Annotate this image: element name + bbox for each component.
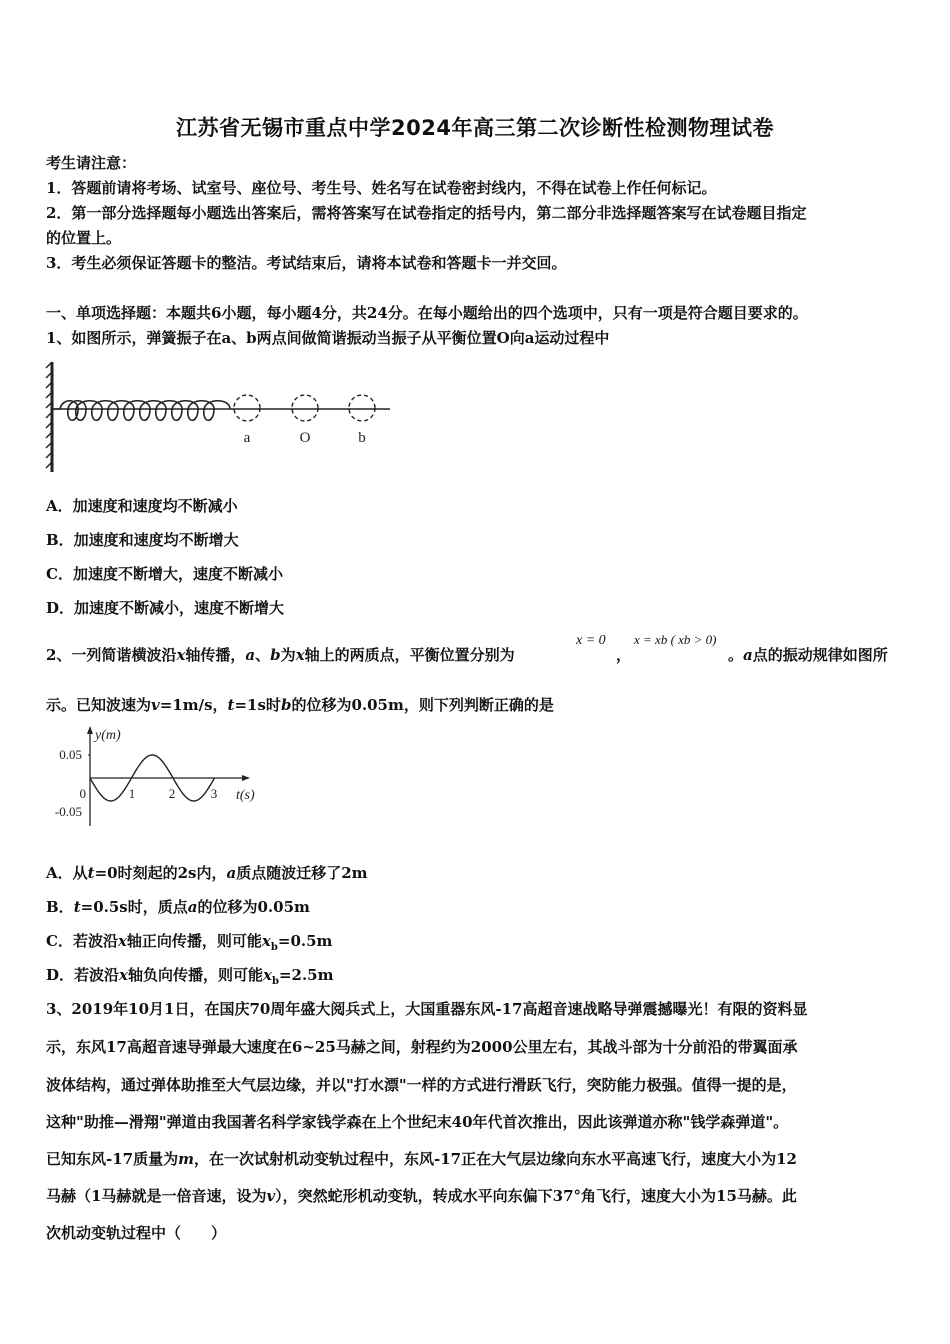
label-a: a [243, 430, 251, 446]
notice-heading: 考生请注意： [46, 154, 137, 172]
y-tick-label: -0.05 [54, 804, 82, 819]
text: A．从 [46, 864, 88, 882]
question-3-line: 这种"助推—滑翔"弹道由我国著名科学家钱学森在上个世纪末40年代首次推出，因此该弹道亦称"钱学森弹道"。 [46, 1113, 789, 1131]
text: 马赫（1马赫就是一倍音速，设为 [46, 1187, 267, 1205]
notice-item: 3．考生必须保证答题卡的整洁。考试结束后，请将本试卷和答题卡一并交回。 [46, 254, 567, 272]
y-axis-arrow [87, 726, 93, 734]
var-a: a [245, 646, 256, 664]
text: =0时刻起的2s内， [94, 864, 227, 882]
text: ，在一次试射机动变轨过程中，东风-17正在大气层边缘向东水平高速飞行，速度大小为12 [193, 1150, 797, 1168]
q1-option-d: D．加速度不断减小，速度不断增大 [46, 599, 285, 617]
text: 轴上的两质点，平衡位置分别为 [304, 646, 515, 664]
x-axis-arrow [242, 775, 250, 781]
question-2-stem [46, 644, 515, 665]
spring-oscillator-figure [40, 358, 400, 478]
position-marker-o [292, 395, 318, 421]
comma: ， [616, 646, 632, 664]
var-b: b [280, 696, 292, 714]
vibration-graph [40, 722, 270, 832]
text: 已知东风-17质量为 [46, 1150, 179, 1168]
text: =1s时 [234, 696, 281, 714]
x-tick-label: 2 [168, 786, 176, 801]
text: C．若波沿 [46, 932, 118, 950]
text: 的位移为0.05m，则下列判断正确的是 [291, 696, 554, 714]
text: B． [46, 898, 74, 916]
text: 示。已知波速为 [46, 696, 152, 714]
text: 2、一列简谐横波沿 [46, 646, 177, 664]
position-marker-b [349, 395, 375, 421]
notice-item: 的位置上。 [46, 229, 122, 247]
q2-option-c [46, 930, 332, 953]
var-b: b [270, 646, 281, 664]
position-marker-a [234, 395, 260, 421]
q1-option-c: C．加速度不断增大，速度不断减小 [46, 565, 283, 583]
y-tick-label: 0.05 [59, 747, 82, 762]
text: =1m/s， [159, 696, 228, 714]
var-m: m [178, 1150, 194, 1168]
question-3-line: 3、2019年10月1日，在国庆70周年盛大阅兵式上，大国重器东风-17高超音速战略导弹震撼曝光！有限的资料显 [46, 1000, 808, 1018]
math-x-equals-xb: x = xb ( xb > 0) [634, 632, 717, 647]
text: =2.5m [278, 966, 334, 984]
var-x: x [176, 646, 186, 664]
var: x [261, 932, 271, 950]
var-a: a [743, 646, 753, 664]
question-2-stem-line2 [46, 694, 554, 715]
text: 点的振动规律如图所 [752, 646, 888, 664]
text: 、 [255, 646, 271, 664]
var: t [73, 898, 81, 916]
label-b: b [358, 430, 366, 446]
spring-coil [52, 401, 230, 421]
var-v: v [266, 1187, 276, 1205]
q2-option-a [46, 862, 368, 883]
question-3-line: 次机动变轨过程中（ ） [46, 1224, 227, 1242]
x-tick-label: 0 [79, 786, 86, 801]
var: a [187, 898, 198, 916]
text: 质点随波迁移了2m [236, 864, 368, 882]
label-o: O [299, 430, 311, 446]
question-3-line [46, 1185, 797, 1206]
page-title: 江苏省无锡市重点中学2024年高三第二次诊断性检测物理试卷 [176, 116, 774, 140]
notice-item: 2．第一部分选择题每小题选出答案后，需将答案写在试卷指定的括号内，第二部分非选择题答案写在试卷题目指定 [46, 204, 807, 222]
var: t [87, 864, 95, 882]
text: ），突然蛇形机动变轨，转成水平向东偏下37°角飞行，速度大小为15马赫。此 [275, 1187, 797, 1205]
var: x [262, 966, 272, 984]
q2-option-d [46, 964, 333, 987]
text: 的位移为0.05m [197, 898, 310, 916]
var: x [119, 966, 128, 984]
text: =0.5m [277, 932, 333, 950]
var: a [226, 864, 237, 882]
var-t: t [227, 696, 235, 714]
text: 轴传播， [185, 646, 246, 664]
math-x-equals-0: x = 0 [576, 633, 606, 648]
text: 为 [280, 646, 296, 664]
text: 轴负向传播，则可能 [127, 966, 263, 984]
q1-option-a: A．加速度和速度均不断减小 [46, 497, 238, 515]
text: 轴正向传播，则可能 [126, 932, 262, 950]
q1-option-b: B．加速度和速度均不断增大 [46, 531, 239, 549]
text: =0.5s时，质点 [80, 898, 188, 916]
subscript: b [270, 942, 278, 953]
y-axis-label: y(m) [95, 728, 121, 743]
question-3-line: 波体结构，通过弹体助推至大气层边缘，并以"打水漂"一样的方式进行滑跃飞行，突防能力极强。值得一提的是， [46, 1076, 797, 1094]
section-heading: 一、单项选择题：本题共6小题，每小题4分，共24分。在每小题给出的四个选项中，只有一项是符合题目要求的。 [46, 304, 808, 322]
var: x [117, 932, 127, 950]
x-tick-label: 3 [210, 786, 218, 801]
x-axis-label: t(s) [236, 788, 255, 803]
q2-option-b [46, 896, 310, 917]
subscript: b [271, 976, 279, 987]
text: D．若波沿 [46, 966, 120, 984]
question-2-stem-end [728, 644, 888, 665]
question-3-line [46, 1148, 797, 1169]
question-3-line: 示，东风17高超音速导弹最大速度在6~25马赫之间，射程约为2000公里左右，其战斗部为十分前沿的带翼面承 [46, 1038, 798, 1056]
x-tick-label: 1 [128, 786, 136, 801]
text: 。 [728, 646, 744, 664]
var-v: v [151, 696, 160, 714]
notice-item: 1．答题前请将考场、试室号、座位号、考生号、姓名写在试卷密封线内，不得在试卷上作任何标记。 [46, 179, 717, 197]
question-1-stem: 1、如图所示，弹簧振子在a、b两点间做简谐振动当振子从平衡位置O向a运动过程中 [46, 329, 610, 347]
var-x: x [295, 646, 305, 664]
